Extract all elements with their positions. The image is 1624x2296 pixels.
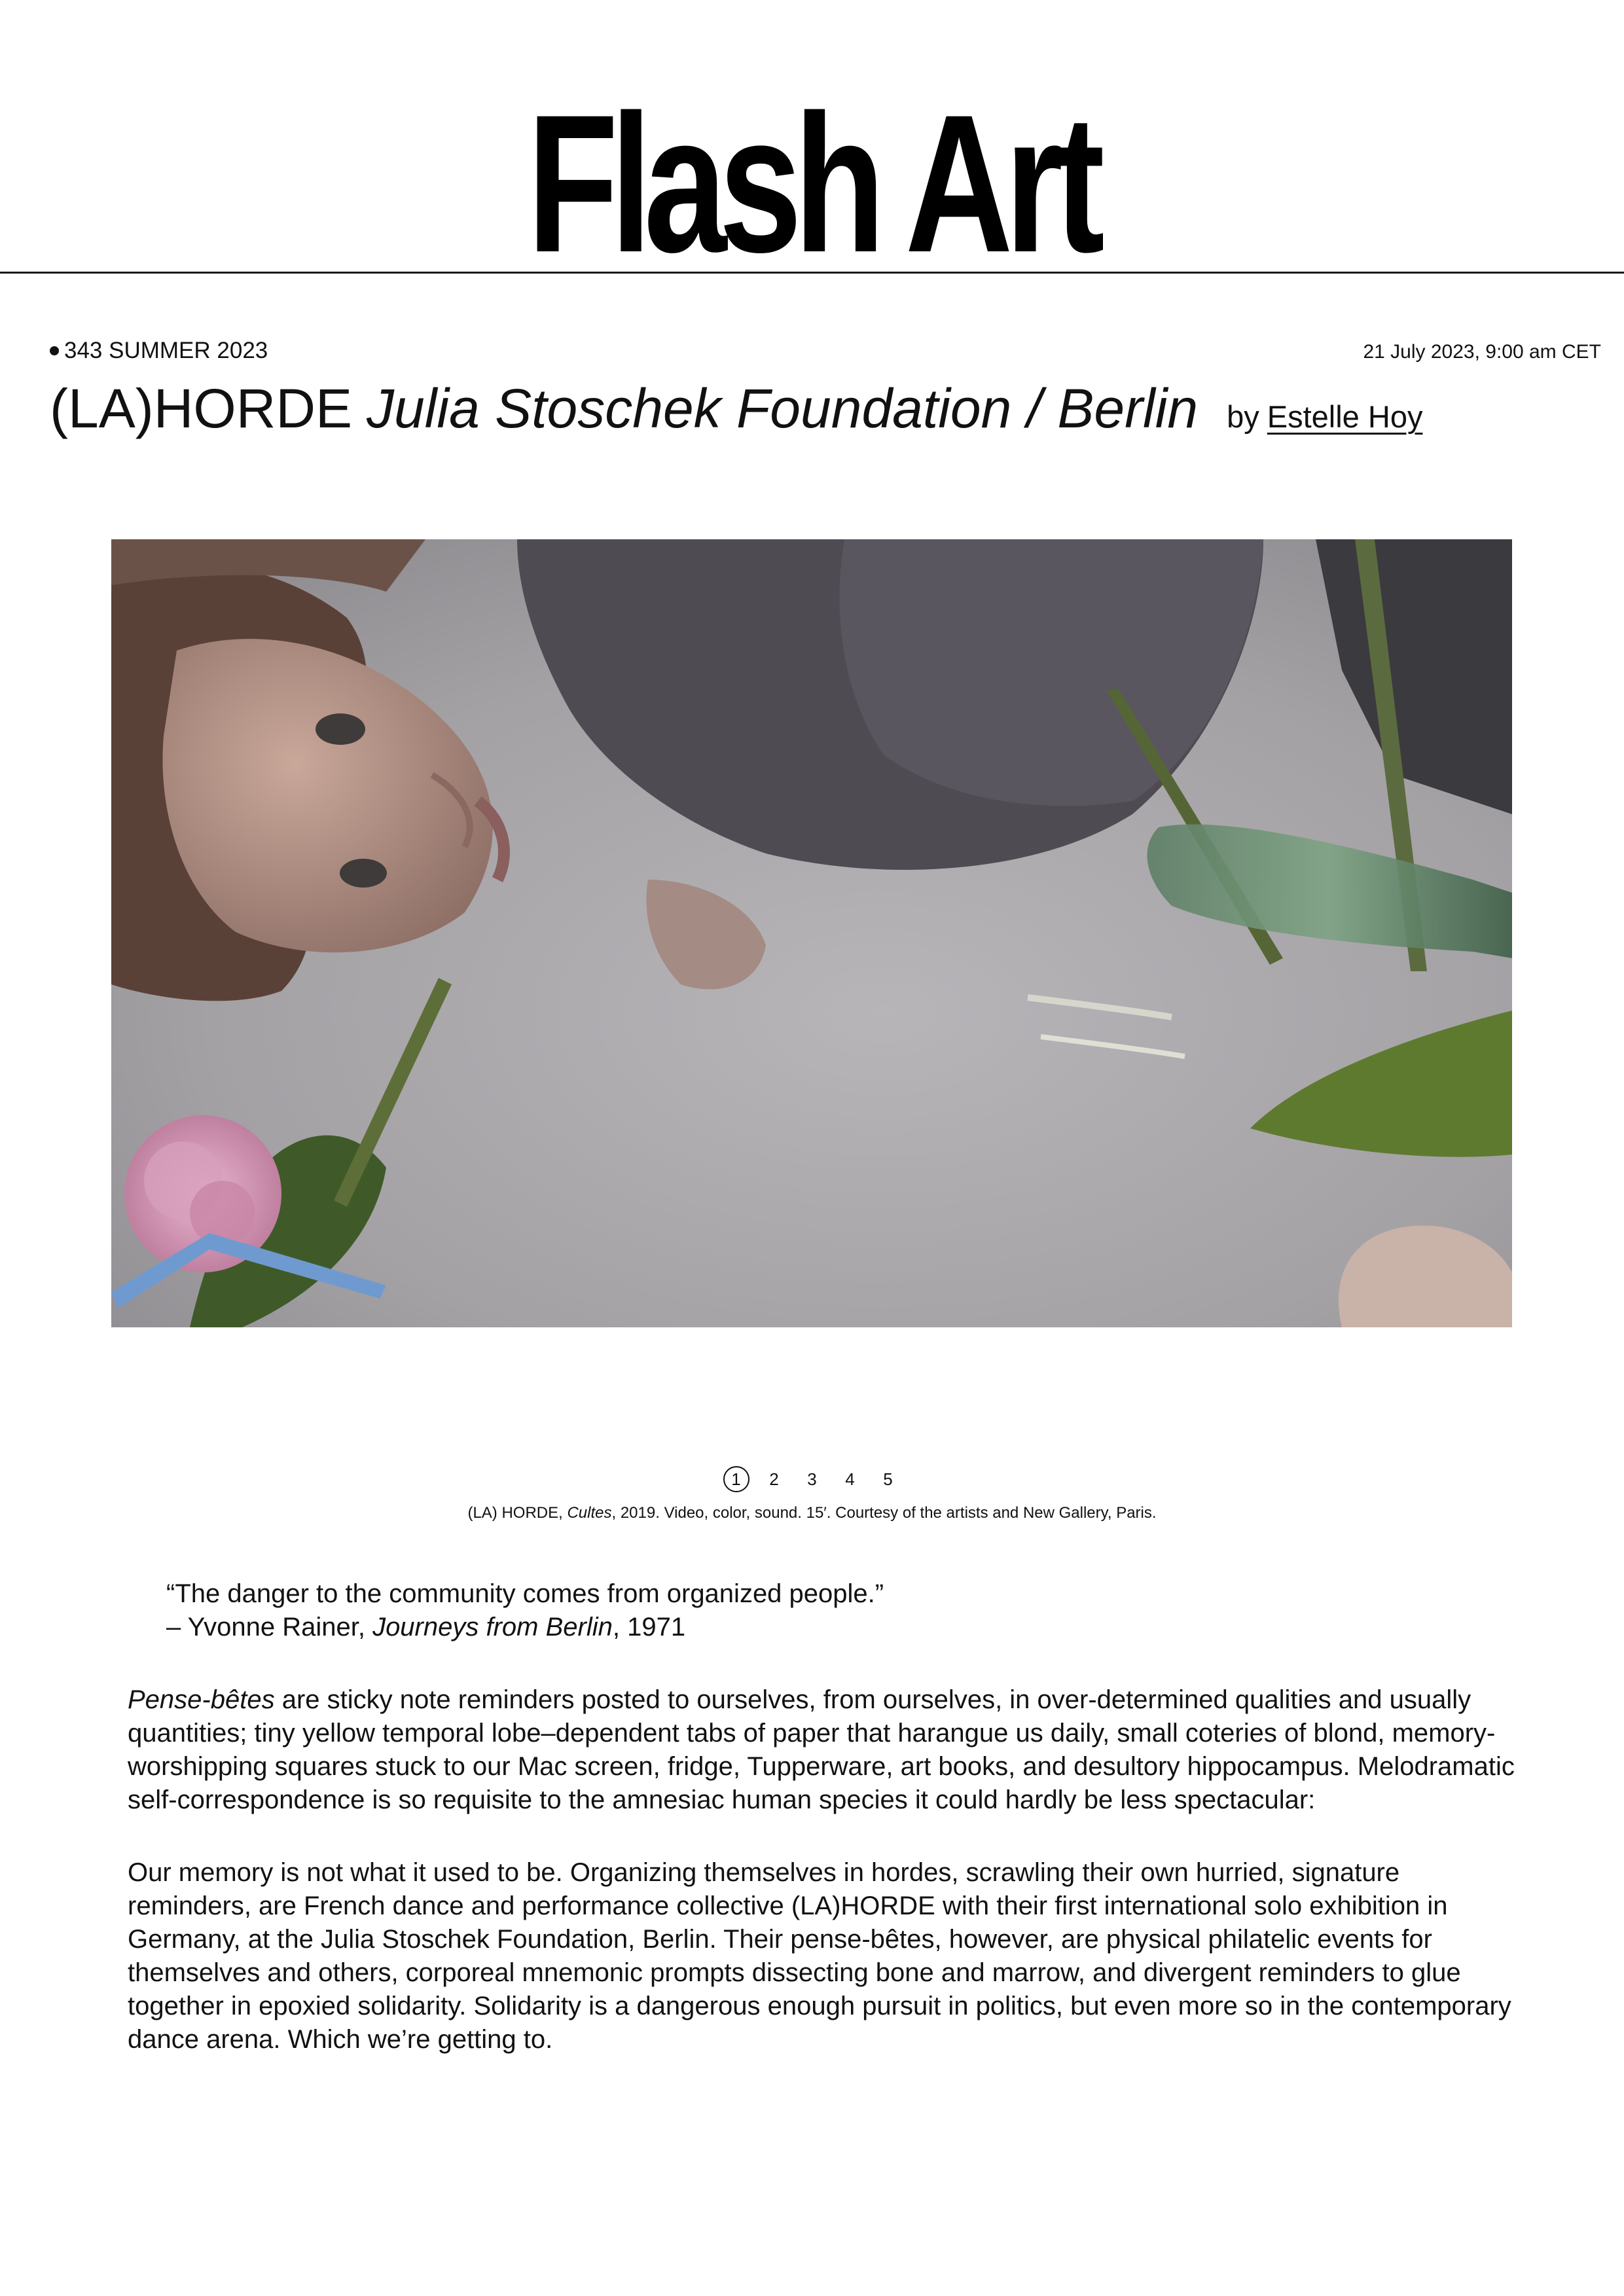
issue-text: 343 SUMMER 2023	[64, 338, 268, 363]
caption-suffix: , 2019. Video, color, sound. 15′. Courtesy of the artists and New Gallery, Paris.	[611, 1504, 1157, 1522]
gallery-pager	[0, 1466, 1624, 1492]
pager-item-2[interactable]: 2	[769, 1469, 779, 1489]
paragraph-1-italic: Pense-bêtes	[128, 1685, 275, 1714]
publish-date: 21 July 2023, 9:00 am CET	[1363, 341, 1601, 363]
pager-item-1[interactable]: 1	[723, 1466, 749, 1492]
paragraph-1-text: are sticky note reminders posted to ourselves, from ourselves, in over-determined qualities and usually quantities; tiny yellow temporal lobe–dependent tabs of paper that harangue us daily, small coteries of blond, memory-worshipping squares stuck to our Mac screen, fridge, Tupperware, art books, and desultory hippocampus. Melodramatic self-correspondence is so requisite to the amnesiac human species it could hardly be less spectacular:	[128, 1685, 1515, 1814]
attribution-work: Journeys from Berlin	[372, 1613, 613, 1641]
title-venue: Julia Stoschek Foundation / Berlin	[367, 378, 1199, 439]
article-title	[50, 376, 1608, 441]
paragraph-1	[128, 1683, 1515, 1817]
title-artist: (LA)HORDE	[50, 378, 353, 439]
image-caption	[0, 1503, 1624, 1524]
caption-work: Cultes	[567, 1504, 612, 1522]
article-body	[128, 1683, 1515, 2096]
attribution-suffix: , 1971	[612, 1613, 686, 1641]
bullet-icon	[50, 346, 59, 355]
hero-image[interactable]	[111, 539, 1512, 1327]
issue-label[interactable]	[50, 338, 268, 364]
hero-photo	[111, 539, 1512, 1327]
epigraph	[166, 1577, 884, 1644]
flash-art-logo[interactable]: Flash Art	[527, 73, 1097, 293]
pager-item-3[interactable]: 3	[807, 1469, 817, 1489]
attribution-prefix: – Yvonne Rainer,	[166, 1613, 373, 1641]
pager-item-5[interactable]: 5	[883, 1469, 893, 1489]
masthead	[0, 0, 1624, 293]
caption-prefix: (LA) HORDE,	[467, 1504, 568, 1522]
epigraph-attribution	[166, 1611, 884, 1644]
epigraph-quote: “The danger to the community comes from organized people.”	[166, 1579, 884, 1608]
paragraph-2: Our memory is not what it used to be. Organizing themselves in hordes, scrawling their own hurried, signature reminders, are French dance and performance collective (LA)HORDE with their first international solo exhibition in Germany, at the Julia Stoschek Foundation, Berlin. Their pense-bêtes, however, are physical philatelic events for themselves and others, corporeal mnemonic prompts dissecting bone and marrow, and divergent reminders to glue together in epoxied solidarity. Solidarity is a dangerous enough pursuit in politics, but even more so in the contemporary dance arena. Which we’re getting to.	[128, 1858, 1511, 2054]
byline-label: by	[1227, 399, 1259, 434]
author-link[interactable]: Estelle Hoy	[1267, 399, 1423, 434]
pager-item-4[interactable]: 4	[845, 1469, 855, 1489]
